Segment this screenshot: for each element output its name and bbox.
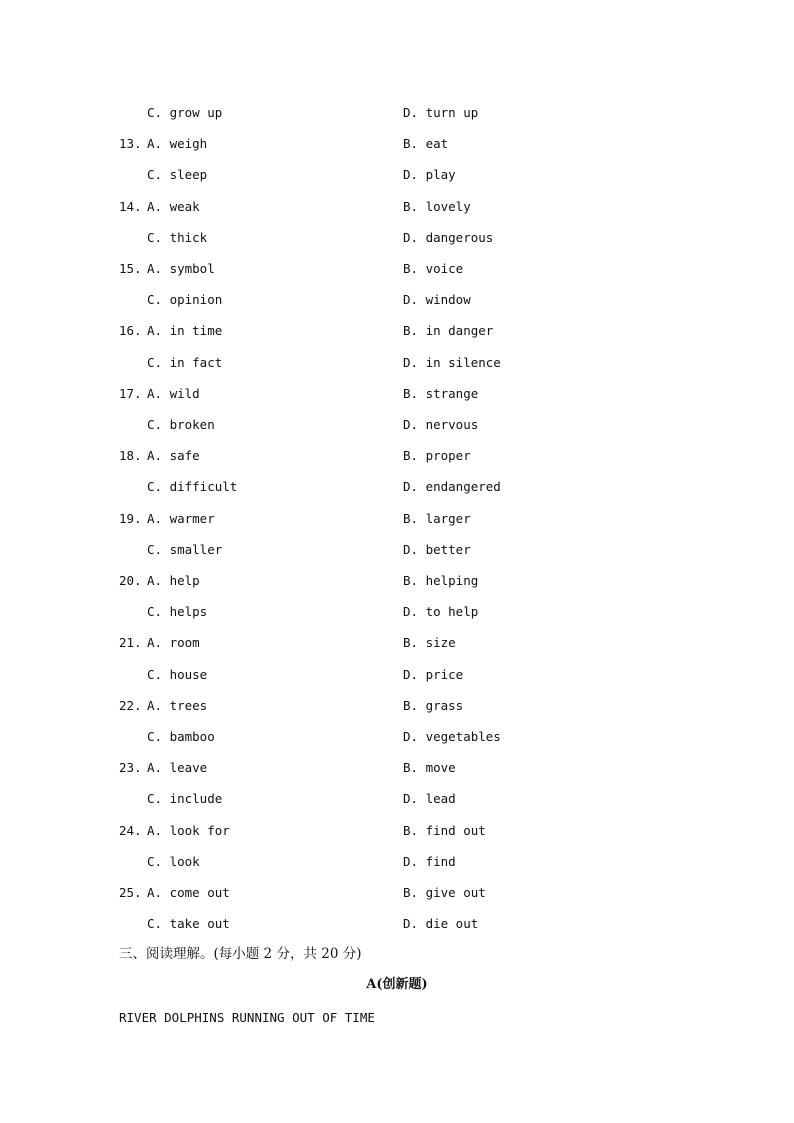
question-option-row: [0, 321, 794, 341]
question-option-row: [0, 602, 794, 622]
option-left: A. weigh: [147, 136, 208, 152]
option-right: B. give out: [403, 885, 486, 900]
question-option-row: [0, 384, 794, 404]
option-left: A. in time: [147, 323, 223, 339]
question-option-row: [0, 758, 794, 778]
question-option-row: [0, 696, 794, 716]
option-left: C. look: [147, 853, 200, 869]
question-option-row: [0, 540, 794, 560]
question-option-row: [0, 821, 794, 841]
question-number: 17.: [119, 385, 142, 401]
option-right: B. in danger: [403, 323, 494, 339]
question-option-row: [0, 165, 794, 185]
question-option-row: [0, 852, 794, 872]
option-right: D. in silence: [403, 354, 501, 370]
option-left: C. smaller: [147, 541, 223, 557]
option-right: B. move: [403, 760, 456, 776]
option-right: D. to help: [403, 604, 479, 620]
option-left: A. room: [147, 635, 200, 651]
question-number: 14.: [119, 198, 142, 214]
option-right: D. price: [403, 666, 464, 682]
option-left: A. symbol: [147, 261, 215, 276]
option-right: D. nervous: [403, 417, 479, 432]
option-right: B. size: [403, 635, 456, 651]
option-left: C. bamboo: [147, 729, 215, 744]
option-left: C. in fact: [147, 354, 223, 370]
option-right: D. find: [403, 853, 456, 869]
section-heading: 三、阅读理解。(每小题 2 分，共 20 分): [119, 946, 362, 962]
question-option-row: [0, 415, 794, 435]
question-number: 16.: [119, 323, 142, 339]
question-option-row: [0, 353, 794, 373]
question-number: 19.: [119, 510, 142, 526]
option-left: A. safe: [147, 448, 200, 464]
option-left: C. broken: [147, 417, 215, 432]
option-left: C. helps: [147, 604, 208, 620]
question-option-row: [0, 228, 794, 248]
option-right: B. helping: [403, 573, 479, 588]
option-left: A. help: [147, 573, 200, 588]
question-number: 24.: [119, 822, 142, 838]
question-option-row: [0, 509, 794, 529]
question-number: 22.: [119, 697, 142, 713]
question-option-row: [0, 290, 794, 310]
option-right: D. die out: [403, 916, 479, 932]
question-option-row: [0, 259, 794, 279]
option-right: B. grass: [403, 697, 464, 713]
article-title: RIVER DOLPHINS RUNNING OUT OF TIME: [119, 1010, 375, 1025]
option-left: C. take out: [147, 916, 230, 932]
option-right: D. window: [403, 292, 471, 308]
question-number: 13.: [119, 136, 142, 152]
question-number: 21.: [119, 635, 142, 651]
option-right: D. vegetables: [403, 729, 501, 744]
option-right: D. lead: [403, 791, 456, 807]
question-option-row: [0, 665, 794, 685]
option-right: B. eat: [403, 136, 449, 152]
option-right: D. play: [403, 167, 456, 183]
option-right: B. proper: [403, 448, 471, 464]
option-left: A. look for: [147, 822, 230, 838]
option-left: C. difficult: [147, 479, 238, 495]
question-number: 15.: [119, 261, 142, 276]
option-left: A. wild: [147, 385, 200, 401]
option-left: A. come out: [147, 885, 230, 900]
question-number: 25.: [119, 885, 142, 900]
option-left: C. thick: [147, 229, 208, 245]
question-option-row: [0, 883, 794, 903]
subsection-title: A(创新题): [366, 977, 428, 992]
option-left: C. grow up: [147, 105, 223, 120]
option-left: C. include: [147, 791, 223, 807]
option-right: D. endangered: [403, 479, 501, 495]
option-right: B. lovely: [403, 198, 471, 214]
question-option-row: [0, 571, 794, 591]
option-right: B. larger: [403, 510, 471, 526]
option-left: A. leave: [147, 760, 208, 776]
option-right: B. find out: [403, 822, 486, 838]
question-option-row: [0, 633, 794, 653]
question-option-row: [0, 477, 794, 497]
question-number: 18.: [119, 448, 142, 464]
option-left: C. opinion: [147, 292, 223, 308]
question-option-row: [0, 789, 794, 809]
question-option-row: [0, 914, 794, 934]
question-option-row: [0, 446, 794, 466]
option-right: B. strange: [403, 385, 479, 401]
question-option-row: [0, 197, 794, 217]
option-right: D. dangerous: [403, 229, 494, 245]
option-right: B. voice: [403, 261, 464, 276]
question-option-row: [0, 727, 794, 747]
question-option-row: [0, 103, 794, 123]
question-number: 23.: [119, 760, 142, 776]
option-left: C. sleep: [147, 167, 208, 183]
option-left: C. house: [147, 666, 208, 682]
option-left: A. trees: [147, 697, 208, 713]
option-left: A. weak: [147, 198, 200, 214]
question-option-row: [0, 134, 794, 154]
option-left: A. warmer: [147, 510, 215, 526]
option-right: D. turn up: [403, 105, 479, 120]
option-right: D. better: [403, 541, 471, 557]
question-number: 20.: [119, 573, 142, 588]
